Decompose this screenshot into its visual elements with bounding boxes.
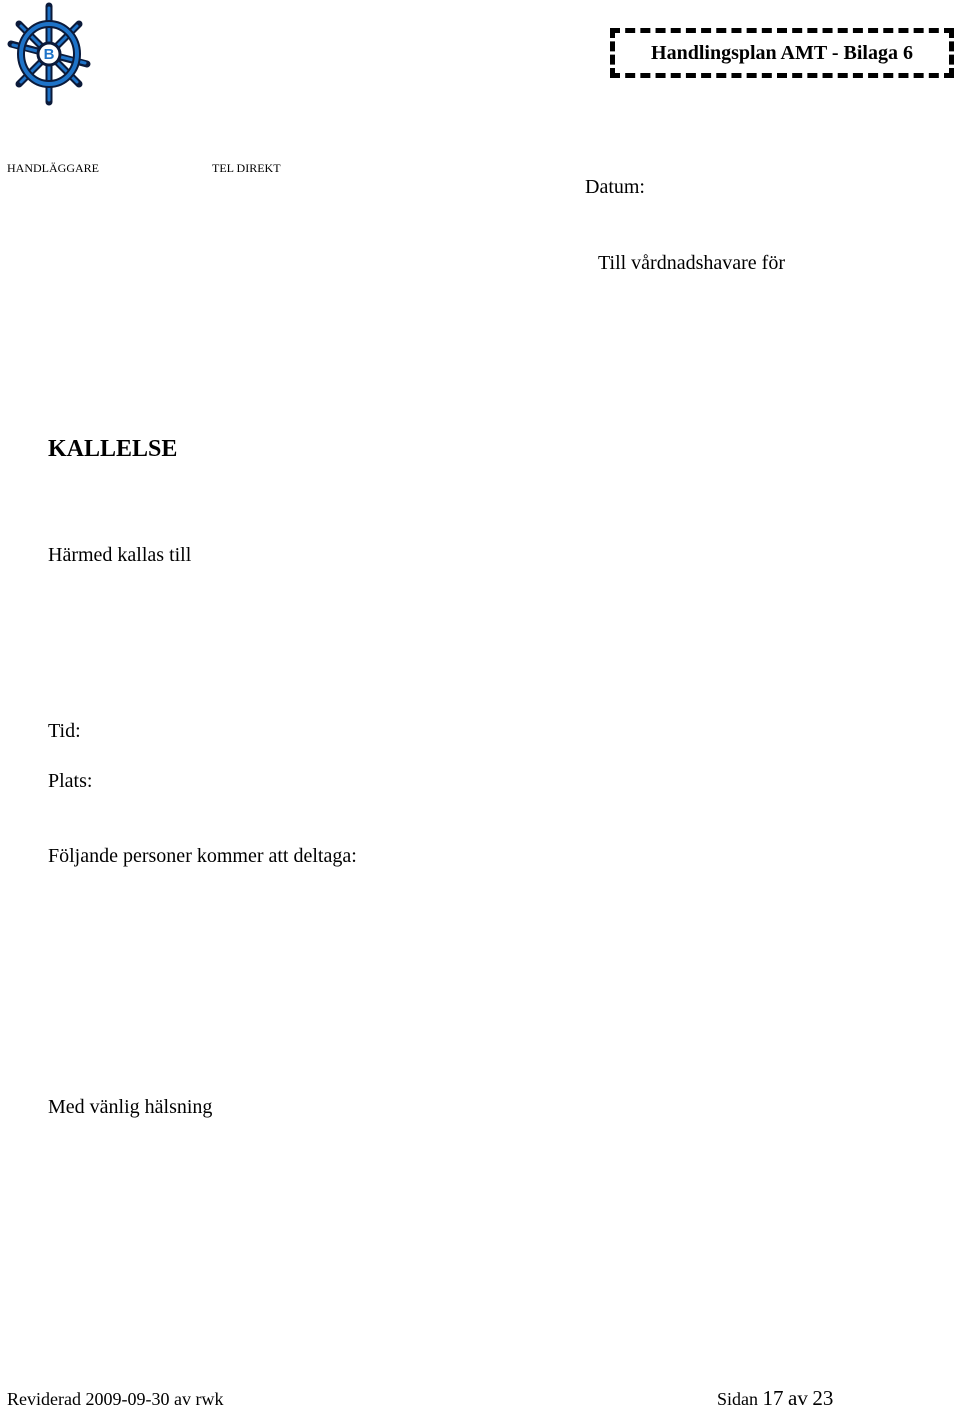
page-total: 23 (812, 1386, 834, 1410)
ship-wheel-icon (6, 2, 92, 106)
page-current: 17 (762, 1386, 784, 1410)
intro-line: Härmed kallas till (48, 544, 192, 566)
footer-page-number (717, 1388, 833, 1409)
footer-revised-note: Reviderad 2009-09-30 av rwk (7, 1389, 224, 1409)
time-label: Tid: (48, 720, 81, 742)
page-prefix: Sidan (717, 1389, 759, 1409)
participants-label: Följande personer kommer att deltaga: (48, 845, 357, 867)
closing-line: Med vänlig hälsning (48, 1096, 213, 1118)
handlaggare-label: HANDLÄGGARE (7, 161, 99, 175)
document-title-box (610, 28, 954, 78)
tel-direkt-label: TEL DIREKT (212, 161, 281, 175)
date-label: Datum: (585, 176, 645, 198)
page-separator: av (788, 1386, 808, 1410)
place-label: Plats: (48, 770, 93, 792)
recipient-line: Till vårdnadshavare för (598, 252, 785, 274)
document-title: Handlingsplan AMT - Bilaga 6 (651, 42, 913, 64)
logo-letter: B (43, 46, 55, 63)
page-title: KALLELSE (48, 436, 178, 462)
